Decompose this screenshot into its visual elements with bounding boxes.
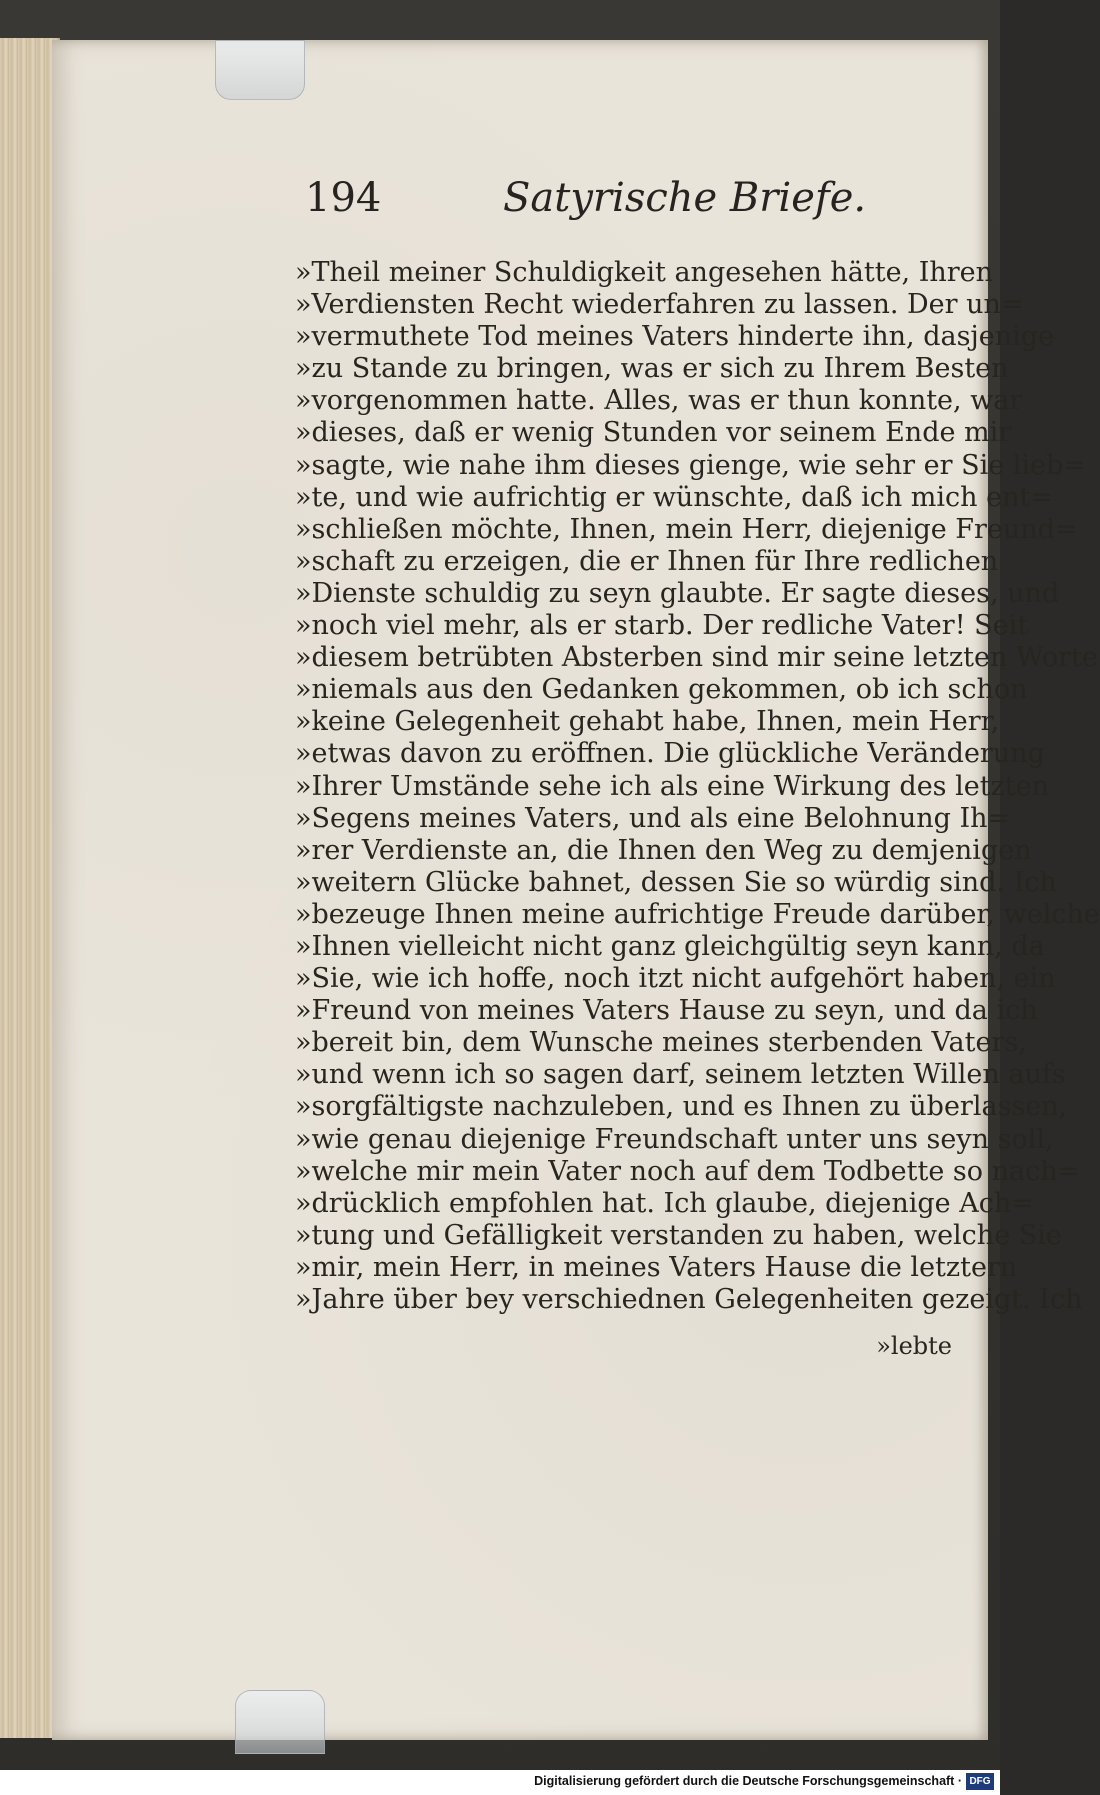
body-text: [295, 257, 1100, 1316]
text-line: »schaft zu erzeigen, die er Ihnen für Ihre redlichen: [295, 545, 999, 577]
text-line: »sagte, wie nahe ihm dieses gienge, wie sehr er Sie lieb=: [295, 449, 1086, 481]
text-line: »Verdiensten Recht wiederfahren zu lassen. Der un=: [295, 289, 1024, 321]
text-line: »vermuthete Tod meines Vaters hinderte ihn, dasjenige: [295, 321, 1055, 353]
text-line: »sorgfältigste nachzuleben, und es Ihnen zu überlassen,: [295, 1091, 1068, 1123]
text-line: »bezeuge Ihnen meine aufrichtige Freude darüber, welche: [295, 898, 1100, 930]
text-line: »zu Stande zu bringen, was er sich zu Ihrem Besten: [295, 353, 1009, 385]
text-line: »und wenn ich so sagen darf, seinem letzten Willen aufs: [295, 1059, 1066, 1091]
text-line: »Sie, wie ich hoffe, noch itzt nicht aufgehört haben, ein: [295, 963, 1056, 995]
text-line: »dieses, daß er wenig Stunden vor seinem Ende mir: [295, 417, 1012, 449]
page-edges: [0, 38, 60, 1738]
page-clip-top: [215, 40, 305, 100]
text-line: »Ihnen vielleicht nicht ganz gleichgültig seyn kann, da: [295, 930, 1045, 962]
text-line: »Segens meines Vaters, und als eine Belohnung Ih=: [295, 802, 1011, 834]
page-clip-bottom: [235, 1690, 325, 1754]
text-line: »etwas davon zu eröffnen. Die glückliche Veränderung: [295, 738, 1045, 770]
text-line: »Freund von meines Vaters Hause zu seyn, und da ich: [295, 995, 1038, 1027]
page-number: 194: [305, 175, 382, 221]
text-line: »mir, mein Herr, in meines Vaters Hause die letztern: [295, 1251, 1018, 1283]
page-header: [305, 175, 950, 235]
text-line: »wie genau diejenige Freundschaft unter uns seyn soll,: [295, 1123, 1054, 1155]
text-line: »te, und wie aufrichtig er wünschte, daß ich mich ent=: [295, 481, 1053, 513]
text-line: »vorgenommen hatte. Alles, was er thun konnte, war: [295, 385, 1023, 417]
funding-credit: Digitalisierung gefördert durch die Deutsche Forschungsgemeinschaft ·: [534, 1774, 962, 1788]
text-line: »rer Verdienste an, die Ihnen den Weg zu demjenigen: [295, 834, 1032, 866]
text-line: »Theil meiner Schuldigkeit angesehen hätte, Ihren: [295, 257, 994, 288]
footer-bar: [0, 1770, 1000, 1795]
text-line: »schließen möchte, Ihnen, mein Herr, diejenige Freund=: [295, 513, 1078, 545]
text-line: »bereit bin, dem Wunsche meines sterbenden Vaters,: [295, 1027, 1027, 1059]
text-line: »Dienste schuldig zu seyn glaubte. Er sagte dieses, und: [295, 577, 1060, 609]
catchword: »lebte: [876, 1332, 952, 1360]
text-line: »diesem betrübten Absterben sind mir seine letzten Worte: [295, 642, 1098, 674]
text-line: »tung und Gefälligkeit verstanden zu haben, welche Sie: [295, 1219, 1062, 1251]
text-line: »welche mir mein Vater noch auf dem Todbette so nach=: [295, 1155, 1081, 1187]
text-line: »Jahre über bey verschiednen Gelegenheiten gezeigt. Ich: [295, 1284, 1083, 1315]
dfg-logo: DFG: [966, 1773, 994, 1790]
text-line: »noch viel mehr, als er starb. Der redliche Vater! Seit: [295, 610, 1029, 642]
running-title: Satyrische Briefe.: [503, 175, 867, 221]
text-line: »drücklich empfohlen hat. Ich glaube, diejenige Ach=: [295, 1187, 1034, 1219]
text-line: »keine Gelegenheit gehabt habe, Ihnen, mein Herr,: [295, 706, 1000, 738]
text-line: »niemals aus den Gedanken gekommen, ob ich schon: [295, 674, 1028, 706]
text-line: »weitern Glücke bahnet, dessen Sie so würdig sind. Ich: [295, 866, 1057, 898]
text-line: »Ihrer Umstände sehe ich als eine Wirkung des letzten: [295, 770, 1050, 802]
